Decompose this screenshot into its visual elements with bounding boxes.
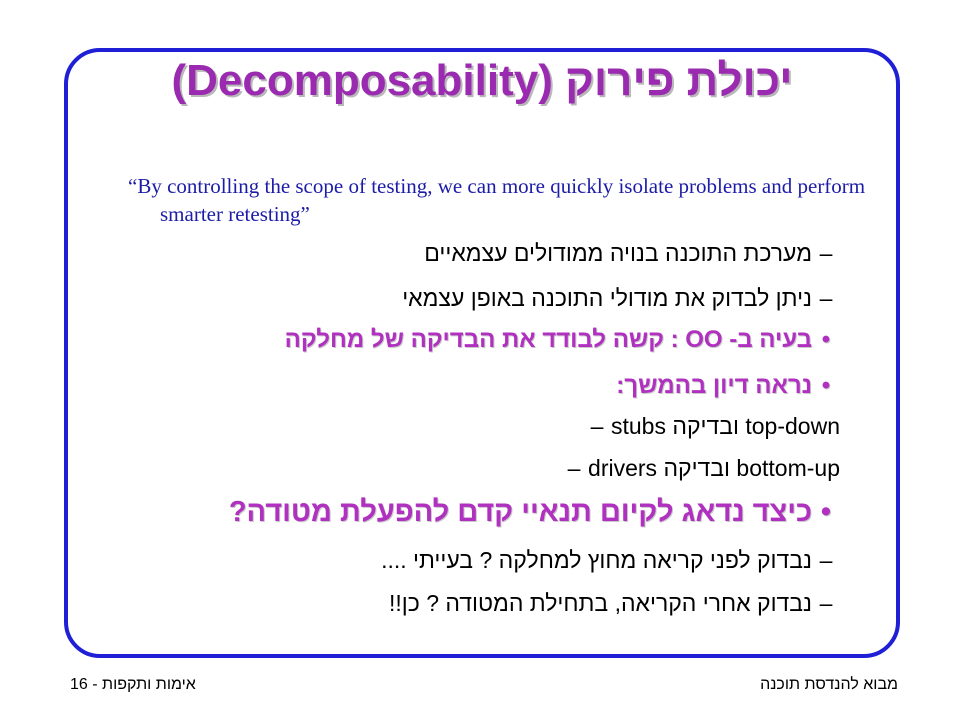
bullet-marker: • xyxy=(821,372,831,399)
list-item-text: drivers ובדיקה bottom-up xyxy=(588,455,840,481)
dash-marker: – xyxy=(590,413,604,439)
dash-marker: – xyxy=(819,590,833,616)
list-item-check-before xyxy=(381,547,840,574)
bullet-text: בעיה ב- OO : קשה לבודד את הבדיקה של מחלקה xyxy=(284,326,812,353)
slide-title: יכולת פירוק (Decomposability) xyxy=(171,56,793,105)
list-item-check-after xyxy=(389,590,840,617)
list-item-text: נבדוק לפני קריאה מחוץ למחלקה ? בעייתי .... xyxy=(381,547,812,573)
list-item-text: ניתן לבדוק את מודולי התוכנה באופן עצמאי xyxy=(402,285,812,311)
list-item-stubs xyxy=(583,413,840,440)
list-item-modules xyxy=(424,240,840,267)
list-item-text: stubs ובדיקה top-down xyxy=(611,413,840,439)
bullet-preconditions xyxy=(229,496,840,529)
list-item-independent-testing xyxy=(402,285,840,312)
bullet-text: נראה דיון בהמשך: xyxy=(616,372,812,399)
bullet-marker: • xyxy=(821,326,831,353)
list-item-text: נבדוק אחרי הקריאה, בתחילת המטודה ? כן!! xyxy=(389,590,812,616)
dash-marker: – xyxy=(567,455,581,481)
footer-page-label: אימות ותקפות - 16 xyxy=(70,676,196,693)
dash-marker: – xyxy=(819,240,833,266)
bullet-discussion xyxy=(616,372,840,400)
list-item-text: מערכת התוכנה בנויה ממודולים עצמאיים xyxy=(424,240,812,266)
bullet-text: כיצד נדאג לקיום תנאיי קדם להפעלת מטודה? xyxy=(228,496,812,528)
bullet-marker: • xyxy=(820,496,832,528)
dash-marker: – xyxy=(819,547,833,573)
dash-marker: – xyxy=(819,285,833,311)
quote-text: “By controlling the scope of testing, we can more quickly isolate problems and perform smarter retesting” xyxy=(128,174,866,226)
footer-course-title: מבוא להנדסת תוכנה xyxy=(760,676,898,693)
bullet-oo-problem xyxy=(285,326,840,354)
list-item-drivers xyxy=(560,455,840,482)
